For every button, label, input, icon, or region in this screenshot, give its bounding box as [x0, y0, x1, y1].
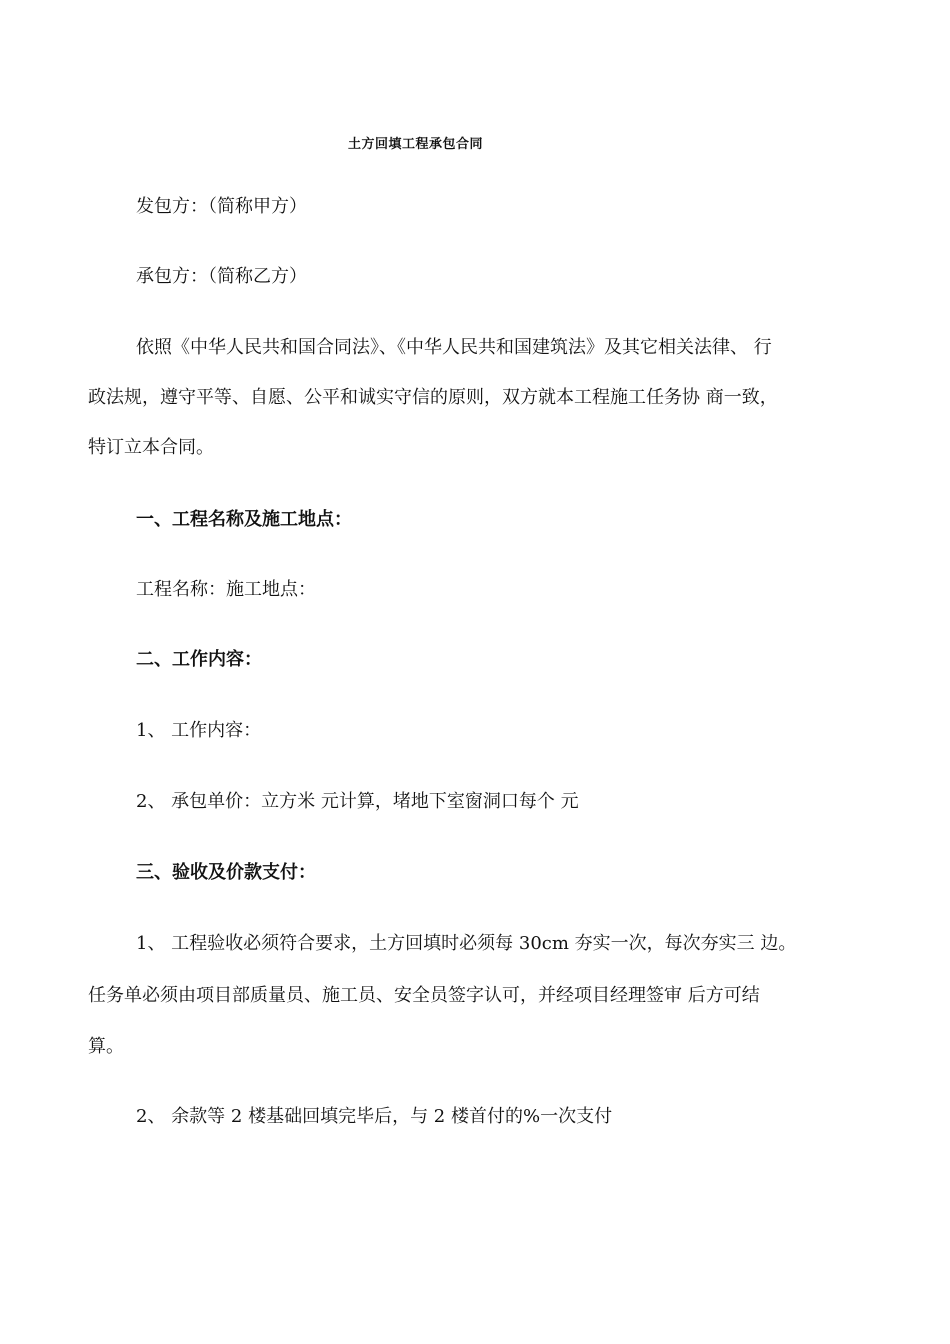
intro-line-3: 特订立本合同。 [88, 437, 214, 458]
party-b-line: 承包方：（简称乙方） [136, 266, 307, 287]
section-2-item-1: 1、 工作内容： [136, 720, 262, 741]
intro-line-2: 政法规，遵守平等、自愿、公平和诚实守信的原则，双方就本工程施工任务协 商一致， [88, 387, 778, 408]
section-1-body: 工程名称：施工地点： [136, 579, 316, 600]
section-3-item-1-line-3: 算。 [88, 1036, 124, 1057]
intro-line-1: 依照《中华人民共和国合同法》、《中华人民共和国建筑法》及其它相关法律、 行 [136, 337, 772, 358]
section-3-item-1-line-2: 任务单必须由项目部质量员、施工员、安全员签字认可，并经项目经理签审 后方可结 [88, 985, 760, 1006]
section-3-heading: 三、验收及价款支付： [136, 862, 316, 883]
section-3-item-1-line-1: 1、 工程验收必须符合要求，土方回填时必须每 30cm 夯实一次，每次夯实三 边。 [136, 933, 797, 954]
section-2-heading: 二、工作内容： [136, 649, 262, 670]
section-3-item-2: 2、 余款等 2 楼基础回填完毕后，与 2 楼首付的%一次支付 [136, 1106, 613, 1127]
document-title: 土方回填工程承包合同 [348, 137, 484, 152]
section-2-item-2: 2、 承包单价：立方米 元计算，堵地下室窗洞口每个 元 [136, 791, 579, 812]
party-a-line: 发包方：（简称甲方） [136, 196, 307, 217]
section-1-heading: 一、工程名称及施工地点： [136, 509, 352, 530]
